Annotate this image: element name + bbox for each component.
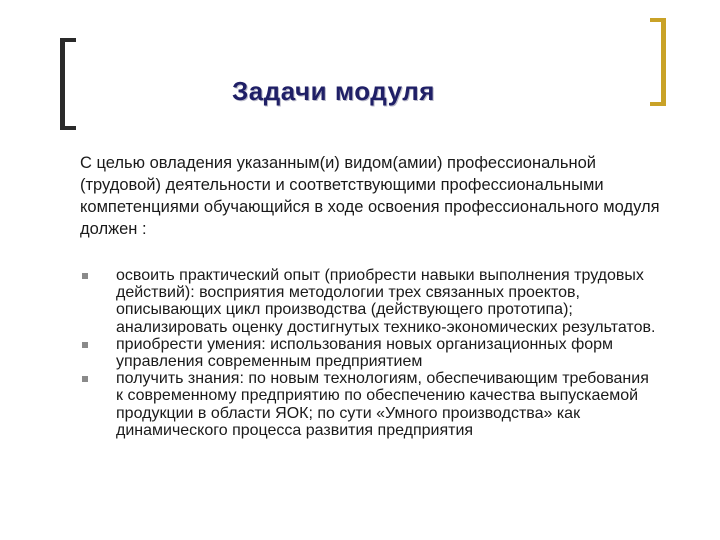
intro-paragraph: С целью овладения указанным(и) видом(амии) профессиональной (трудовой) деятельности и соответствующими профессиональными компетенциями обучающийся в ходе освоения профессионального модуля должен : (80, 154, 660, 238)
bullet-text: получить знания: по новым технологиям, обеспечивающим требования к современному предприятию по обеспечению качества выпускаемой продукции в области ЯОК; по сути «Умного производства» как динамического процесса развития предприятия (116, 370, 649, 439)
square-bullet-icon (82, 342, 88, 348)
bullet-item (80, 336, 660, 370)
slide-title: Задачи модуля (232, 76, 435, 106)
right-bracket-decoration (650, 18, 666, 106)
bullet-item (80, 370, 660, 439)
square-bullet-icon (82, 376, 88, 382)
left-bracket-decoration (60, 38, 76, 130)
bullet-item (80, 267, 660, 336)
bullet-text: освоить практический опыт (приобрести навыки выполнения трудовых действий): восприятия методологии трех связанных проектов, описывающих цикл производства (действующего прототипа); анализировать оценку достигнутых технико-экономических результатов. (116, 267, 656, 336)
square-bullet-icon (82, 273, 88, 279)
bullet-list (80, 267, 660, 439)
bullet-text: приобрести умения: использования новых организационных форм управления современным предприятием (116, 335, 614, 371)
